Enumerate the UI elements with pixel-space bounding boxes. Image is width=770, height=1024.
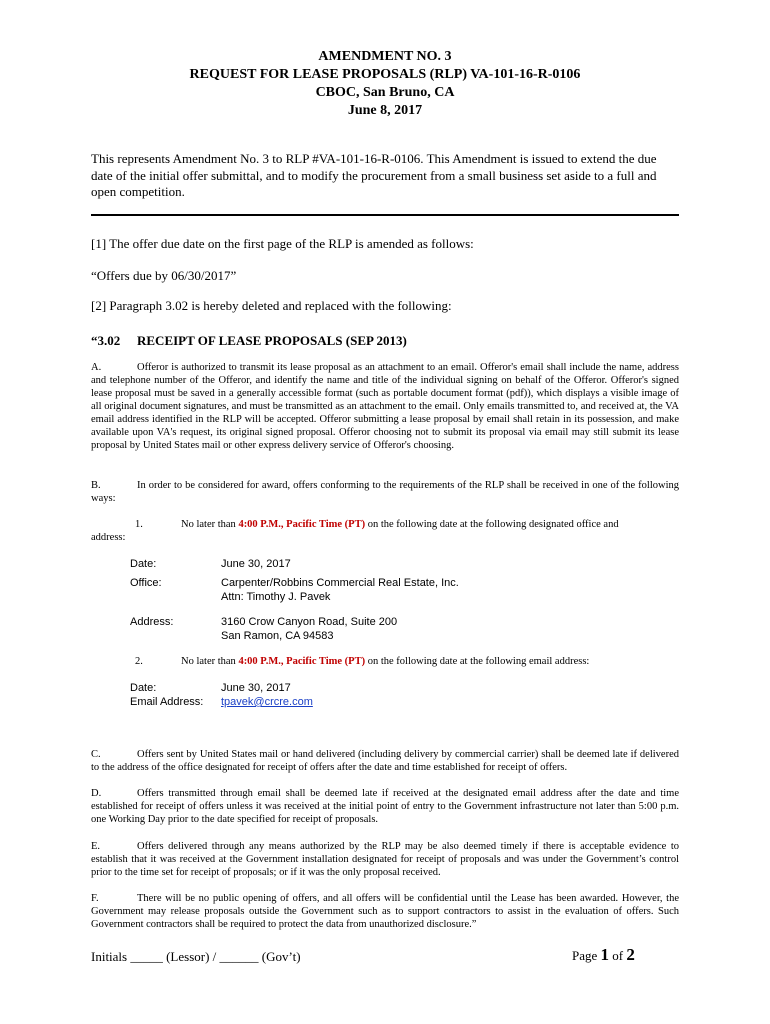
option-2-post: on the following date at the following email address: bbox=[365, 656, 590, 667]
initials-line: Initials _____ (Lessor) / ______ (Gov’t) bbox=[91, 949, 301, 964]
option-1-pre: No later than bbox=[181, 519, 239, 530]
email-date-label: Date: bbox=[130, 682, 157, 694]
page-number bbox=[572, 945, 635, 965]
option-1-continuation: address: bbox=[91, 532, 126, 543]
paragraph-b bbox=[91, 479, 679, 505]
section-number: “3.02 bbox=[91, 333, 121, 348]
email-date-value: June 30, 2017 bbox=[221, 682, 291, 694]
address-city: San Ramon, CA 94583 bbox=[221, 630, 334, 642]
office-date-value: June 30, 2017 bbox=[221, 558, 291, 570]
office-label: Office: bbox=[130, 577, 162, 589]
email-address-link[interactable]: tpavek@crcre.com bbox=[221, 696, 313, 708]
office-attention: Attn: Timothy J. Pavek bbox=[221, 591, 331, 603]
option-1-deadline: 4:00 P.M., Pacific Time (PT) bbox=[238, 519, 366, 530]
paragraph-c-text: Offers sent by United States mail or hand delivered (including delivery by commercial carrier) shall be deemed late if delivered to the address of the office designated for receipt of offers after the date and time established for receipt of offers. bbox=[91, 749, 679, 773]
office-date-label: Date: bbox=[130, 558, 157, 570]
paragraph-f-label: F. bbox=[91, 893, 99, 904]
paragraph-c-label: C. bbox=[91, 749, 101, 760]
paragraph-a-label: A. bbox=[91, 362, 102, 373]
option-1-number: 1. bbox=[135, 519, 143, 530]
paragraph-d-text: Offers transmitted through email shall be deemed late if received at the designated email address after the date and time established for receipt of offers unless it was received at the initial point of entry to the Government infrastructure not later than 5:00 p.m. one Working Day prior to the date specified for receipt of proposals. bbox=[91, 788, 679, 825]
paragraph-e-text: Offers delivered through any means authorized by the RLP may be also deemed timely if there is acceptable evidence to establish that it was received at the Government installation designated for receipt of proposals and was under the Government’s control prior to the time set for receipt of proposals; or if it was the only proposal received. bbox=[91, 841, 679, 878]
document-header bbox=[0, 48, 770, 120]
total-pages: 2 bbox=[626, 945, 635, 964]
paragraph-c bbox=[91, 748, 679, 774]
horizontal-rule bbox=[91, 214, 679, 216]
paragraph-f bbox=[91, 892, 679, 931]
page-word: Page bbox=[572, 948, 601, 963]
section-title: RECEIPT OF LEASE PROPOSALS (SEP 2013) bbox=[137, 333, 407, 348]
delivery-option-1 bbox=[135, 518, 619, 531]
address-street: 3160 Crow Canyon Road, Suite 200 bbox=[221, 616, 398, 628]
paragraph-d-label: D. bbox=[91, 788, 102, 799]
paragraph-d bbox=[91, 787, 679, 826]
address-label: Address: bbox=[130, 616, 174, 628]
paragraph-e bbox=[91, 840, 679, 879]
paragraph-f-text: There will be no public opening of offers, and all offers will be confidential until the Lease has been awarded. However, the Government may release proposals outside the Government such as to support contractors to assist in the evaluation of offers. Such Government contractors shall be required to protect the data from unauthorized disclosure.” bbox=[91, 893, 679, 930]
document-date: June 8, 2017 bbox=[347, 103, 423, 118]
amendment-item-2: [2] Paragraph 3.02 is hereby deleted and replaced with the following: bbox=[91, 298, 452, 313]
paragraph-b-label: B. bbox=[91, 480, 101, 491]
option-2-deadline: 4:00 P.M., Pacific Time (PT) bbox=[238, 656, 366, 667]
section-heading bbox=[91, 333, 407, 349]
option-2-pre: No later than bbox=[181, 656, 239, 667]
current-page: 1 bbox=[600, 945, 610, 964]
paragraph-b-text: In order to be considered for award, offers conforming to the requirements of the RLP shall be received in one of the following ways: bbox=[91, 480, 679, 504]
option-2-number: 2. bbox=[135, 656, 143, 667]
location-title: CBOC, San Bruno, CA bbox=[315, 85, 455, 100]
delivery-option-2 bbox=[135, 655, 589, 668]
paragraph-a bbox=[91, 361, 679, 452]
rlp-title: REQUEST FOR LEASE PROPOSALS (RLP) VA-101-16-R-0106 bbox=[189, 67, 581, 82]
email-address-label: Email Address: bbox=[130, 696, 204, 708]
amendment-title: AMENDMENT NO. 3 bbox=[318, 49, 452, 64]
paragraph-e-label: E. bbox=[91, 841, 101, 852]
amendment-item-1: [1] The offer due date on the first page of the RLP is amended as follows: bbox=[91, 236, 474, 251]
of-word: of bbox=[609, 948, 627, 963]
option-1-post: on the following date at the following designated office and bbox=[365, 519, 619, 530]
offers-due-quote: “Offers due by 06/30/2017” bbox=[91, 268, 237, 283]
paragraph-a-text: Offeror is authorized to transmit its lease proposal as an attachment to an email. Offeror's email shall include the name, address and telephone number of the Offeror, and identify the name and title of the individual signing on behalf of the Offeror. Offeror's signed lease proposal must be saved in a generally accessible format (such as portable document format (pdf)), which displays a visible image of all original document signatures, and must be transmitted as an attachment to the email. Only emails transmitted to, and received at, the VA email address identified in the RLP will be accepted. Offeror submitting a lease proposal by email shall retain in its possession, and make available upon VA's request, its original signed proposal. Offeror choosing not to submit its proposal via email may still submit its lease proposal by United States mail or other express delivery service of Offeror's choosing. bbox=[91, 362, 679, 451]
office-name: Carpenter/Robbins Commercial Real Estate, Inc. bbox=[221, 577, 459, 589]
intro-paragraph: This represents Amendment No. 3 to RLP #VA-101-16-R-0106. This Amendment is issued to extend the due date of the initial offer submittal, and to modify the procurement from a small business set aside to a full and open competition. bbox=[91, 151, 657, 199]
